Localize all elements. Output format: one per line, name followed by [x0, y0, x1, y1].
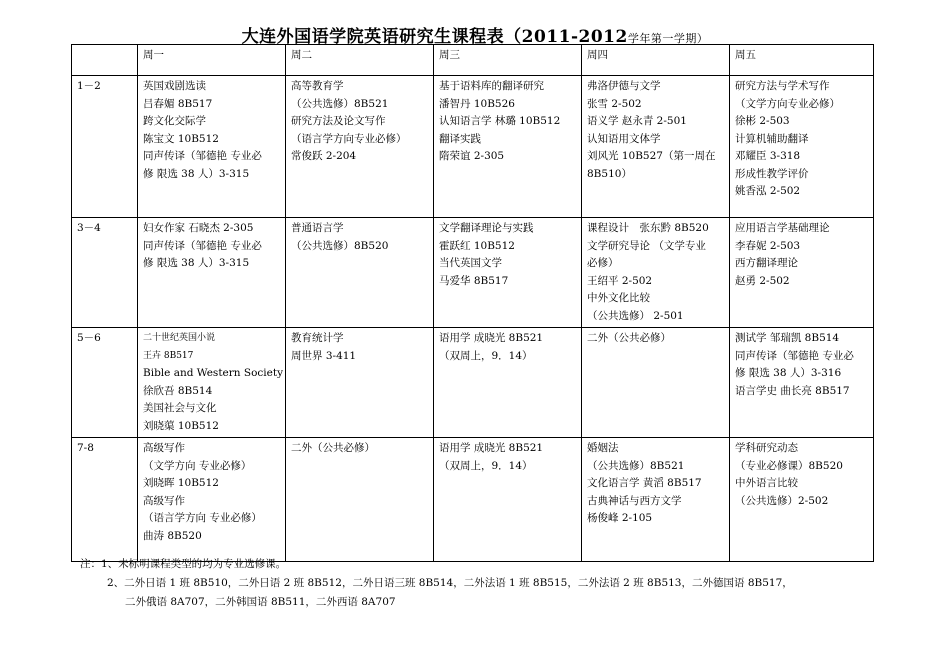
- course-line: 语言学史 曲长亮 8B517: [735, 384, 850, 397]
- course-line: 二外（公共必修）: [587, 332, 671, 344]
- course-line: 婚姻法: [587, 442, 619, 454]
- course-line: 高等教育学: [291, 80, 344, 92]
- schedule-body: [72, 76, 874, 562]
- course-line: 王卉 8B517: [143, 350, 194, 361]
- course-line: 研究方法及论文写作: [291, 115, 386, 127]
- course-cell-fri: [730, 328, 874, 438]
- note-line: 二外俄语 8A707，二外韩国语 8B511，二外西语 8A707: [125, 596, 396, 608]
- course-line: （文学方向专业必修）: [735, 97, 840, 110]
- title-main: 大连外国语学院英语研究生课程表（2011-2012: [241, 27, 628, 47]
- header-cell-thursday: 周四: [582, 45, 730, 76]
- course-line: （公共选修）8B520: [291, 239, 389, 252]
- course-line: 张雪 2-502: [587, 97, 642, 110]
- course-line: 潘智丹 10B526: [439, 97, 515, 110]
- course-line: 文化语言学 黄滔 8B517: [587, 477, 702, 489]
- course-cell-fri: [730, 438, 874, 562]
- course-line: 文学研究导论 （文学专业: [587, 239, 706, 252]
- course-cell-tue: [286, 76, 434, 218]
- header-cell-period: [72, 45, 138, 76]
- course-line: 妇女作家 石晓杰 2-305: [143, 222, 254, 234]
- course-cell-fri: [730, 218, 874, 328]
- header-cell-monday: 周一: [138, 45, 286, 76]
- table-row: [72, 328, 874, 438]
- period-cell: 1－2: [72, 76, 138, 218]
- course-line: 姚香泓 2-502: [735, 185, 801, 197]
- course-line: 普通语言学: [291, 222, 344, 234]
- notes: [80, 555, 900, 612]
- course-line: 修 限选 38 人）3-316: [735, 367, 842, 379]
- course-line: 徐欣吾 8B514: [143, 384, 213, 397]
- course-cell-wed: [434, 76, 582, 218]
- course-cell-thu: [582, 218, 730, 328]
- course-line: （专业必修课）8B520: [735, 459, 843, 472]
- course-line: 跨文化交际学: [143, 115, 206, 127]
- course-line: 课程设计 张东黔 8B520: [587, 222, 709, 234]
- title-term: 学年第一学期）: [627, 32, 709, 45]
- course-line: 常俊跃 2-204: [291, 150, 357, 162]
- course-line: （公共选修）2-502: [735, 494, 829, 507]
- course-line: 语用学 成晓光 8B521: [439, 332, 544, 344]
- course-line: 周世界 3-411: [291, 349, 357, 362]
- course-line: 中外语言比较: [735, 477, 798, 489]
- course-line: 刘晓晖 10B512: [143, 477, 219, 489]
- course-cell-tue: [286, 438, 434, 562]
- course-line: 应用语言学基础理论: [735, 222, 830, 234]
- course-cell-wed: [434, 328, 582, 438]
- course-line: 刘风光 10B527（第一周在: [587, 150, 716, 162]
- course-line: 西方翻译理论: [735, 257, 798, 269]
- course-line: 必修）: [587, 257, 619, 269]
- course-line: 同声传译（邹德艳 专业必: [143, 239, 262, 252]
- table-row: [72, 438, 874, 562]
- course-line: 马爱华 8B517: [439, 274, 509, 287]
- course-line: 王绍平 2-502: [587, 274, 653, 287]
- course-line: 徐彬 2-503: [735, 115, 790, 127]
- course-line: 语用学 成晓光 8B521: [439, 442, 544, 454]
- course-line: （公共选修） 2-501: [587, 309, 684, 322]
- schedule-table: [71, 44, 874, 562]
- period-cell: 5－6: [72, 328, 138, 438]
- course-line: （双周上，9．14）: [439, 459, 533, 472]
- course-line: 学科研究动态: [735, 442, 798, 454]
- course-line: （文学方向 专业必修）: [143, 459, 252, 472]
- course-line: 8B510）: [587, 167, 632, 180]
- course-line: 陈宝文 10B512: [143, 132, 219, 145]
- course-cell-tue: [286, 328, 434, 438]
- course-line: 邓耀臣 3-318: [735, 150, 801, 162]
- course-line: （公共选修）8B521: [291, 97, 389, 110]
- course-line: （公共选修）8B521: [587, 459, 685, 472]
- course-line: 文学翻译理论与实践: [439, 222, 534, 234]
- course-cell-thu: [582, 438, 730, 562]
- course-cell-mon: [138, 438, 286, 562]
- course-line: 曲涛 8B520: [143, 529, 202, 542]
- course-line: （语言学方向专业必修）: [291, 132, 407, 145]
- course-line: 二外（公共必修）: [291, 442, 375, 454]
- course-line: 修 限选 38 人）3-315: [143, 167, 250, 180]
- course-line: 认知语用文体学: [587, 132, 661, 145]
- course-line: 刘晓蕖 10B512: [143, 419, 219, 432]
- course-cell-fri: [730, 76, 874, 218]
- course-cell-wed: [434, 218, 582, 328]
- course-line: 弗洛伊德与文学: [587, 80, 661, 92]
- course-line: 形成性教学评价: [735, 167, 809, 180]
- course-line: 修 限选 38 人）3-315: [143, 257, 250, 269]
- course-line: （语言学方向 专业必修）: [143, 512, 262, 524]
- course-cell-wed: [434, 438, 582, 562]
- course-line: 翻译实践: [439, 132, 481, 145]
- course-line: 研究方法与学术写作: [735, 80, 830, 92]
- course-line: 古典神话与西方文学: [587, 494, 682, 507]
- course-line: 教育统计学: [291, 332, 344, 344]
- note-line: 2、二外日语 1 班 8B510，二外日语 2 班 8B512，二外日语三班 8B514，二外法语 1 班 8B515，二外法语 2 班 8B513，二外德国语 8B517，: [107, 577, 793, 589]
- course-line: 吕春媚 8B517: [143, 97, 213, 110]
- course-line: 当代英国文学: [439, 257, 502, 269]
- header-cell-tuesday: 周二: [286, 45, 434, 76]
- course-line: 同声传译（邹德艳 专业必: [735, 349, 854, 362]
- note-line: 注：1、未标明课程类型的均为专业选修课。: [80, 558, 287, 570]
- course-line: 语义学 赵永青 2-501: [587, 115, 687, 127]
- course-line: 杨俊峰 2-105: [587, 512, 653, 524]
- header-cell-friday: 周五: [730, 45, 874, 76]
- course-line: 赵勇 2-502: [735, 274, 790, 287]
- period-cell: 7-8: [72, 438, 138, 562]
- course-line: 同声传译（邹德艳 专业必: [143, 150, 262, 162]
- course-line: 计算机辅助翻译: [735, 132, 809, 145]
- period-cell: 3－4: [72, 218, 138, 328]
- course-line: 英国戏剧选读: [143, 80, 206, 92]
- header-cell-wednesday: 周三: [434, 45, 582, 76]
- course-line: 测试学 邹瑞凯 8B514: [735, 332, 840, 344]
- course-line: 基于语料库的翻译研究: [439, 80, 544, 92]
- table-row: [72, 218, 874, 328]
- table-row: [72, 76, 874, 218]
- course-line: 李春妮 2-503: [735, 239, 801, 252]
- course-line: （双周上，9．14）: [439, 349, 533, 362]
- course-cell-thu: [582, 328, 730, 438]
- course-cell-mon: [138, 76, 286, 218]
- course-line: 高级写作: [143, 494, 185, 507]
- course-line: 隋荣谊 2-305: [439, 150, 505, 162]
- course-cell-mon: [138, 218, 286, 328]
- course-line: 美国社会与文化: [143, 402, 217, 414]
- course-line: 二十世纪英国小说: [143, 333, 216, 343]
- course-cell-mon: [138, 328, 286, 438]
- course-line: 霍跃红 10B512: [439, 239, 515, 252]
- course-line: Bible and Western Society: [143, 367, 283, 379]
- course-cell-tue: [286, 218, 434, 328]
- course-line: 认知语言学 林璐 10B512: [439, 115, 561, 127]
- course-line: 中外文化比较: [587, 292, 650, 304]
- course-cell-thu: [582, 76, 730, 218]
- course-line: 高级写作: [143, 442, 185, 454]
- header-row: [72, 45, 874, 76]
